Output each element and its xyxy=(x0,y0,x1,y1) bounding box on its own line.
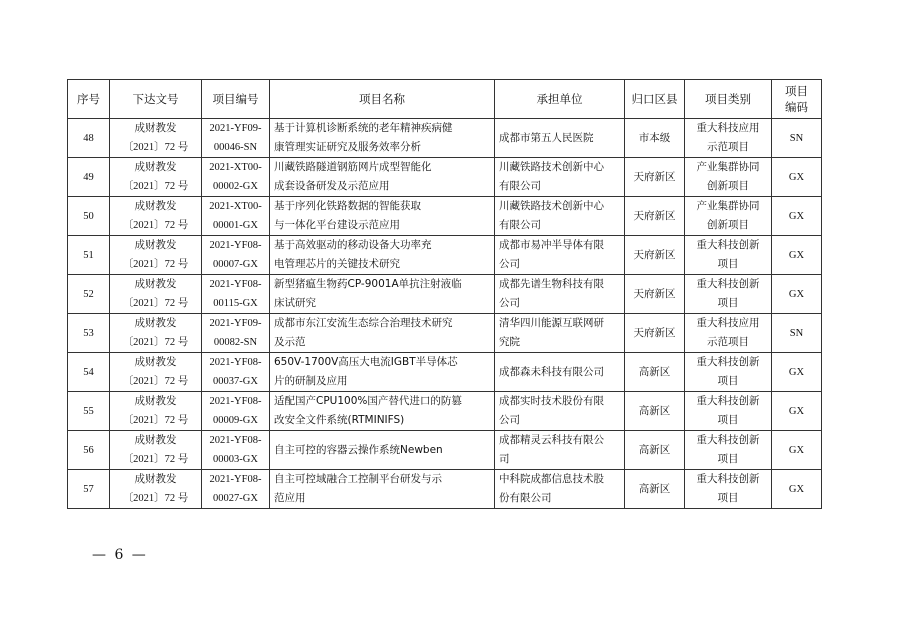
cell-category-line1: 重大科技创新 xyxy=(696,278,760,290)
cell-unit-line1: 成都先谱生物科技有限 xyxy=(499,278,604,290)
cell-category-line1: 重大科技创新 xyxy=(696,473,760,485)
cell-name xyxy=(270,119,495,158)
cell-unit-line2: 公司 xyxy=(499,258,520,270)
cell-unit-line1: 川藏铁路技术创新中心 xyxy=(499,161,604,173)
cell-district: 高新区 xyxy=(625,353,685,392)
cell-unit-line2: 有限公司 xyxy=(499,180,541,192)
table-row xyxy=(68,197,822,236)
cell-no: 49 xyxy=(68,158,110,197)
cell-doc-line2: 〔2021〕72 号 xyxy=(122,493,189,504)
cell-no: 54 xyxy=(68,353,110,392)
cell-district: 天府新区 xyxy=(625,236,685,275)
cell-unit xyxy=(495,197,625,236)
cell-category xyxy=(685,353,772,392)
table-row xyxy=(68,314,822,353)
cell-doc xyxy=(110,158,202,197)
cell-doc-line1: 成财教发 xyxy=(134,123,177,134)
cell-code-line1: 2021-XT00- xyxy=(209,201,262,212)
cell-doc-line2: 〔2021〕72 号 xyxy=(122,220,189,231)
cell-doc-line2: 〔2021〕72 号 xyxy=(122,142,189,153)
cell-name-line2: 成套设备研发及示范应用 xyxy=(274,180,390,192)
cell-category xyxy=(685,275,772,314)
header-name: 项目名称 xyxy=(270,80,495,119)
cell-unit-line2: 有限公司 xyxy=(499,219,541,231)
cell-category xyxy=(685,236,772,275)
cell-code-line2: 00046-SN xyxy=(213,142,258,153)
cell-code xyxy=(202,392,270,431)
cell-name xyxy=(270,197,495,236)
cell-doc-line1: 成财教发 xyxy=(134,201,177,212)
cell-unit-line2: 究院 xyxy=(499,336,520,348)
cell-name xyxy=(270,275,495,314)
cell-unit xyxy=(495,470,625,509)
cell-code xyxy=(202,275,270,314)
cell-category-line2: 项目 xyxy=(717,414,739,426)
cell-doc xyxy=(110,236,202,275)
cell-unit-line1: 成都精灵云科技有限公 xyxy=(499,434,604,446)
cell-unit-line2: 司 xyxy=(499,453,510,465)
cell-category xyxy=(685,392,772,431)
cell-code-line1: 2021-YF08- xyxy=(209,357,262,368)
cell-category-line1: 重大科技创新 xyxy=(696,239,760,251)
table-row xyxy=(68,236,822,275)
cell-category-line1: 重大科技创新 xyxy=(696,434,760,446)
cell-type: GX xyxy=(772,197,822,236)
cell-code xyxy=(202,236,270,275)
cell-code-line1: 2021-XT00- xyxy=(209,162,262,173)
header-unit: 承担单位 xyxy=(495,80,625,119)
table-row xyxy=(68,470,822,509)
cell-category-line1: 产业集群协同 xyxy=(696,161,760,173)
header-type xyxy=(772,80,822,119)
cell-name-line1: 650V-1700V高压大电流IGBT半导体芯 xyxy=(274,356,458,368)
cell-category-line2: 项目 xyxy=(717,297,739,309)
cell-doc xyxy=(110,431,202,470)
cell-name xyxy=(270,236,495,275)
cell-name-line2: 范应用 xyxy=(274,492,306,504)
cell-district: 天府新区 xyxy=(625,197,685,236)
cell-category-line2: 示范项目 xyxy=(707,141,749,153)
cell-name-line2: 电管理芯片的关键技术研究 xyxy=(274,258,400,270)
cell-unit-line2: 公司 xyxy=(499,297,520,309)
cell-type: GX xyxy=(772,158,822,197)
cell-code xyxy=(202,119,270,158)
cell-type: GX xyxy=(772,236,822,275)
cell-name xyxy=(270,392,495,431)
cell-name-line2: 及示范 xyxy=(274,336,306,348)
project-table xyxy=(67,79,822,509)
cell-name-line1: 川藏铁路隧道钢筋网片成型智能化 xyxy=(274,161,432,173)
cell-district: 天府新区 xyxy=(625,275,685,314)
cell-no: 51 xyxy=(68,236,110,275)
cell-name-line2: 片的研制及应用 xyxy=(274,375,348,387)
cell-category xyxy=(685,470,772,509)
cell-category-line1: 重大科技应用 xyxy=(696,317,760,329)
cell-category xyxy=(685,158,772,197)
cell-name-line2: 康管理实证研究及服务效率分析 xyxy=(274,141,421,153)
cell-doc xyxy=(110,197,202,236)
cell-code-line2: 00082-SN xyxy=(213,337,258,348)
table-row xyxy=(68,353,822,392)
table-row xyxy=(68,431,822,470)
cell-name-line1: 新型猪瘟生物药CP-9001A单抗注射液临 xyxy=(274,278,462,290)
cell-unit xyxy=(495,314,625,353)
cell-district: 高新区 xyxy=(625,431,685,470)
cell-type: GX xyxy=(772,392,822,431)
cell-doc xyxy=(110,119,202,158)
cell-doc-line2: 〔2021〕72 号 xyxy=(122,298,189,309)
cell-unit xyxy=(495,158,625,197)
cell-code-line1: 2021-YF08- xyxy=(209,474,262,485)
cell-doc-line1: 成财教发 xyxy=(134,435,177,446)
cell-name-line1: 适配国产CPU100%国产替代进口的防篡 xyxy=(274,395,462,407)
cell-name-line1: 自主可控域融合工控制平台研发与示 xyxy=(274,473,442,485)
cell-no: 55 xyxy=(68,392,110,431)
cell-category xyxy=(685,119,772,158)
cell-type: SN xyxy=(772,119,822,158)
cell-category-line2: 项目 xyxy=(717,258,739,270)
cell-code-line1: 2021-YF09- xyxy=(209,123,262,134)
cell-name-line2: 与一体化平台建设示范应用 xyxy=(274,219,400,231)
cell-no: 57 xyxy=(68,470,110,509)
cell-code-line2: 00003-GX xyxy=(213,454,258,465)
cell-code-line2: 00007-GX xyxy=(213,259,258,270)
cell-doc xyxy=(110,353,202,392)
cell-category xyxy=(685,314,772,353)
cell-doc-line2: 〔2021〕72 号 xyxy=(122,415,189,426)
cell-code xyxy=(202,470,270,509)
cell-code xyxy=(202,431,270,470)
cell-name xyxy=(270,353,495,392)
cell-category-line2: 项目 xyxy=(717,453,739,465)
cell-type: GX xyxy=(772,353,822,392)
cell-no: 53 xyxy=(68,314,110,353)
cell-name-line1: 基于计算机诊断系统的老年精神疾病健 xyxy=(274,122,453,134)
cell-code-line2: 00115-GX xyxy=(213,298,258,309)
header-district: 归口区县 xyxy=(625,80,685,119)
header-code: 项目编号 xyxy=(202,80,270,119)
cell-doc xyxy=(110,314,202,353)
table-header-row xyxy=(68,80,822,119)
cell-code-line1: 2021-YF08- xyxy=(209,435,262,446)
cell-code-line2: 00027-GX xyxy=(213,493,258,504)
cell-doc-line2: 〔2021〕72 号 xyxy=(122,259,189,270)
cell-doc-line1: 成财教发 xyxy=(134,357,177,368)
cell-code xyxy=(202,197,270,236)
cell-doc-line1: 成财教发 xyxy=(134,162,177,173)
cell-category xyxy=(685,431,772,470)
cell-name-line1: 自主可控的容器云操作系统Newben xyxy=(274,443,443,456)
cell-code-line1: 2021-YF08- xyxy=(209,396,262,407)
cell-code xyxy=(202,158,270,197)
cell-code-line2: 00002-GX xyxy=(213,181,258,192)
cell-unit xyxy=(495,353,625,392)
cell-district: 市本级 xyxy=(625,119,685,158)
cell-no: 52 xyxy=(68,275,110,314)
cell-type: SN xyxy=(772,314,822,353)
cell-unit-line1: 清华四川能源互联网研 xyxy=(499,317,604,329)
header-doc: 下达文号 xyxy=(110,80,202,119)
cell-district: 天府新区 xyxy=(625,158,685,197)
cell-unit xyxy=(495,392,625,431)
cell-type: GX xyxy=(772,470,822,509)
cell-category-line2: 创新项目 xyxy=(707,219,749,231)
cell-category-line1: 产业集群协同 xyxy=(696,200,760,212)
cell-code-line1: 2021-YF09- xyxy=(209,318,262,329)
cell-unit xyxy=(495,119,625,158)
cell-unit-line2: 份有限公司 xyxy=(499,492,552,504)
cell-category-line2: 示范项目 xyxy=(707,336,749,348)
cell-unit-line1: 成都实时技术股份有限 xyxy=(499,395,604,407)
cell-no: 56 xyxy=(68,431,110,470)
cell-name xyxy=(270,158,495,197)
header-category: 项目类别 xyxy=(685,80,772,119)
cell-code-line2: 00001-GX xyxy=(213,220,258,231)
cell-unit xyxy=(495,275,625,314)
cell-unit-line1: 成都森未科技有限公司 xyxy=(499,365,604,378)
cell-category-line1: 重大科技应用 xyxy=(696,122,760,134)
cell-doc-line1: 成财教发 xyxy=(134,318,177,329)
cell-unit-line2: 公司 xyxy=(499,414,520,426)
cell-type: GX xyxy=(772,431,822,470)
cell-name-line1: 基于序列化铁路数据的智能获取 xyxy=(274,200,421,212)
cell-category-line2: 项目 xyxy=(717,492,739,504)
cell-category xyxy=(685,197,772,236)
cell-code xyxy=(202,353,270,392)
cell-code-line1: 2021-YF08- xyxy=(209,240,262,251)
cell-doc-line1: 成财教发 xyxy=(134,279,177,290)
cell-code-line1: 2021-YF08- xyxy=(209,279,262,290)
cell-name-line1: 成都市东江安流生态综合治理技术研究 xyxy=(274,317,453,329)
cell-category-line1: 重大科技创新 xyxy=(696,356,760,368)
table-row xyxy=(68,158,822,197)
cell-code-line2: 00037-GX xyxy=(213,376,258,387)
cell-doc-line2: 〔2021〕72 号 xyxy=(122,181,189,192)
cell-type: GX xyxy=(772,275,822,314)
header-type-line2: 编码 xyxy=(785,100,808,114)
cell-name xyxy=(270,470,495,509)
cell-doc-line2: 〔2021〕72 号 xyxy=(122,454,189,465)
cell-code-line2: 00009-GX xyxy=(213,415,258,426)
cell-doc-line2: 〔2021〕72 号 xyxy=(122,337,189,348)
cell-unit-line1: 川藏铁路技术创新中心 xyxy=(499,200,604,212)
cell-doc xyxy=(110,275,202,314)
table-row xyxy=(68,392,822,431)
cell-unit-line1: 中科院成都信息技术股 xyxy=(499,473,604,485)
table-row xyxy=(68,275,822,314)
cell-doc xyxy=(110,392,202,431)
cell-district: 天府新区 xyxy=(625,314,685,353)
cell-doc xyxy=(110,470,202,509)
page-number: — 6 — xyxy=(92,547,148,563)
cell-code xyxy=(202,314,270,353)
cell-doc-line2: 〔2021〕72 号 xyxy=(122,376,189,387)
cell-district: 高新区 xyxy=(625,392,685,431)
cell-name-line2: 改安全文件系统(RTMINIFS) xyxy=(274,414,405,426)
cell-name xyxy=(270,314,495,353)
cell-category-line1: 重大科技创新 xyxy=(696,395,760,407)
table-row xyxy=(68,119,822,158)
cell-no: 48 xyxy=(68,119,110,158)
cell-category-line2: 项目 xyxy=(717,375,739,387)
cell-unit xyxy=(495,236,625,275)
cell-doc-line1: 成财教发 xyxy=(134,240,177,251)
cell-district: 高新区 xyxy=(625,470,685,509)
cell-name xyxy=(270,431,495,470)
cell-unit-line1: 成都市易冲半导体有限 xyxy=(499,239,604,251)
cell-no: 50 xyxy=(68,197,110,236)
cell-category-line2: 创新项目 xyxy=(707,180,749,192)
cell-name-line1: 基于高效驱动的移动设备大功率充 xyxy=(274,239,432,251)
cell-unit-line1: 成都市第五人民医院 xyxy=(499,131,594,144)
header-no: 序号 xyxy=(68,80,110,119)
header-type-line1: 项目 xyxy=(785,84,808,98)
cell-name-line2: 床试研究 xyxy=(274,297,316,309)
cell-unit xyxy=(495,431,625,470)
cell-doc-line1: 成财教发 xyxy=(134,396,177,407)
cell-doc-line1: 成财教发 xyxy=(134,474,177,485)
